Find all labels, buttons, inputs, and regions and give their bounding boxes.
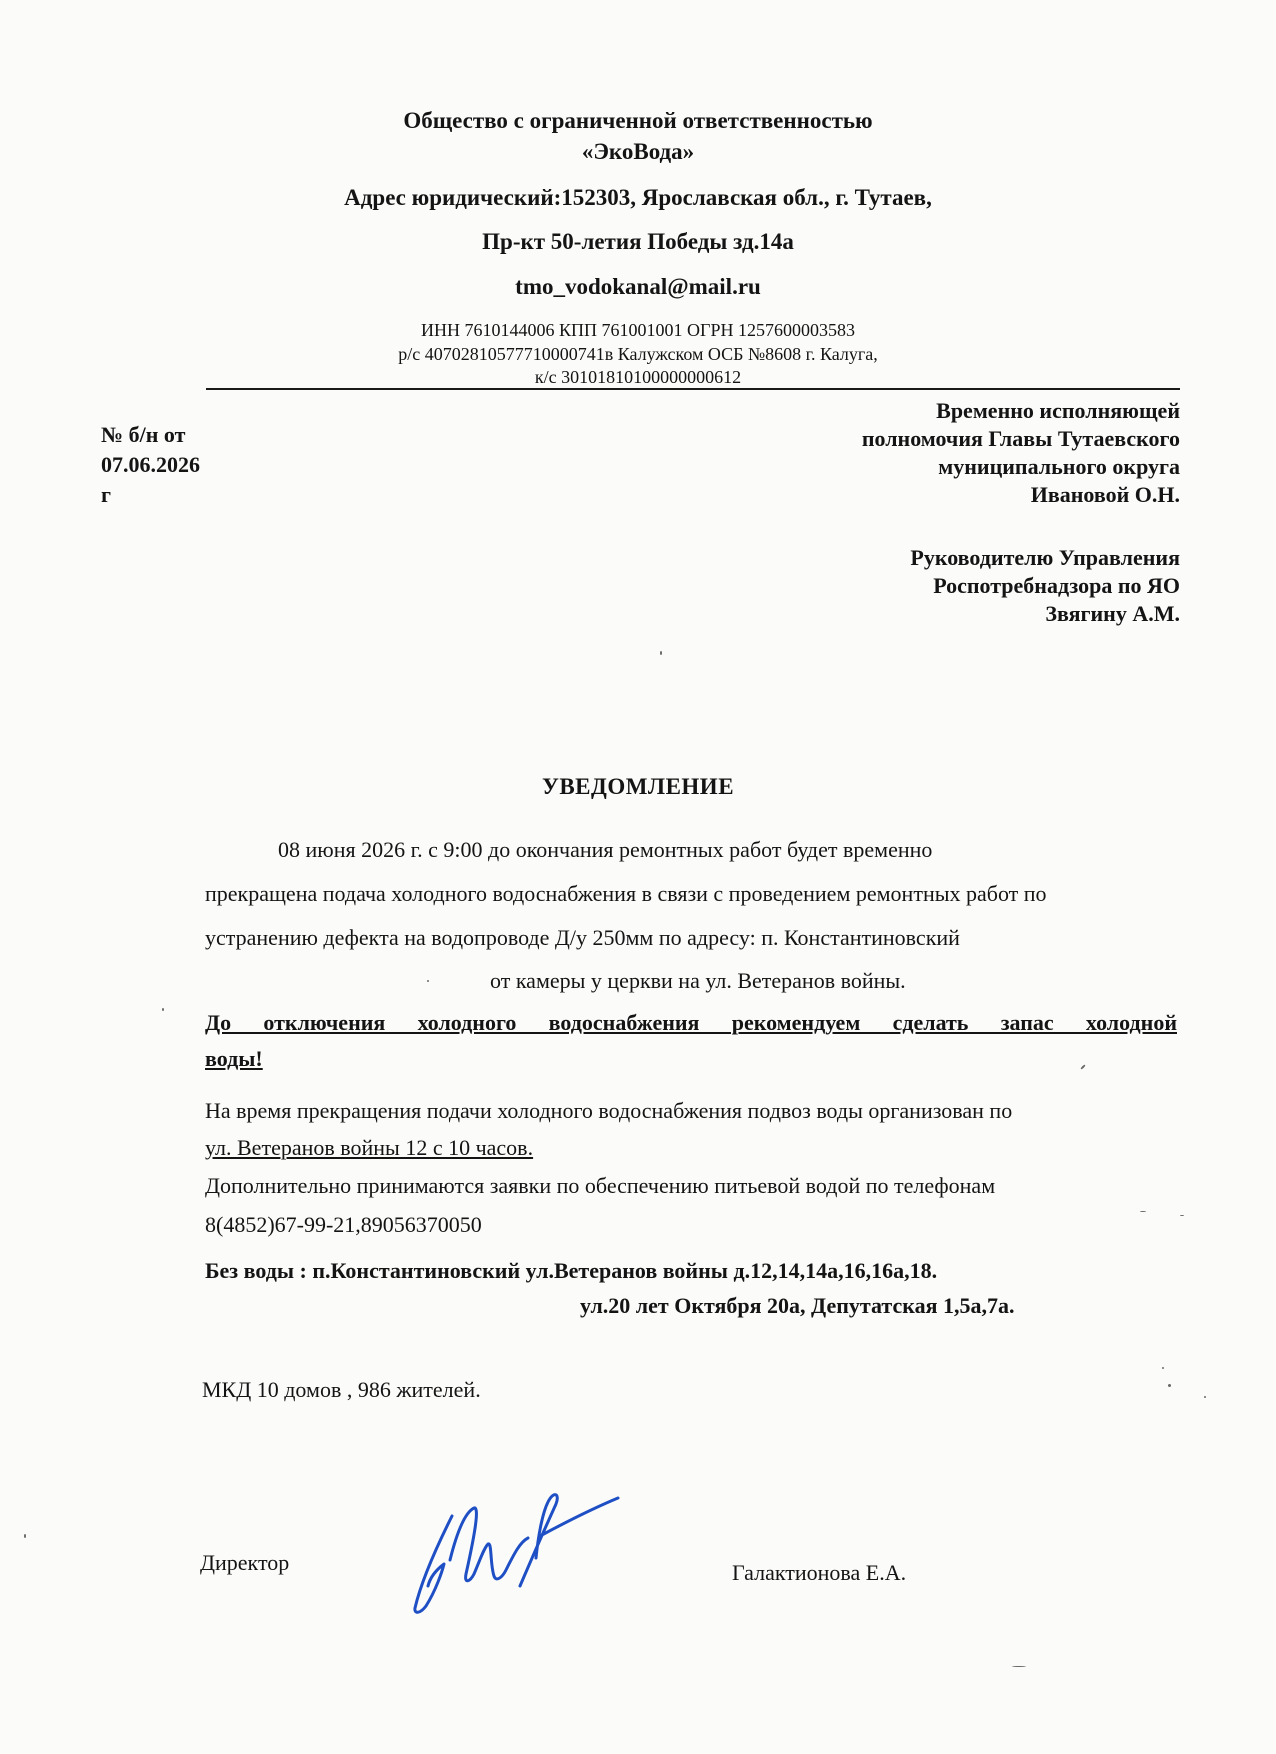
requisites-line1: ИНН 7610144006 КПП 761001001 ОГРН 1257600003583 <box>421 320 855 340</box>
delivery-line2: ул. Ветеранов войны 12 с 10 часов. <box>205 1135 534 1160</box>
header-divider <box>206 388 1180 390</box>
addressee1-line2: полномочия Главы Тутаевского <box>861 426 1180 451</box>
mkd-count: МКД 10 домов , 986 жителей. <box>202 1377 481 1402</box>
addressee1-line4: Ивановой О.Н. <box>1030 482 1180 507</box>
addressee1-line3: муниципального округа <box>938 454 1180 479</box>
legal-address-line1: Адрес юридический:152303, Ярославская обл., г. Тутаев, <box>344 185 932 210</box>
org-name-line1: Общество с ограниченной ответственностью <box>403 108 873 133</box>
delivery-line1: На время прекращения подачи холодного водоснабжения подвоз воды организован по <box>205 1098 1013 1123</box>
outgoing-number-line3: г <box>101 482 111 507</box>
addressee-head-of-district <box>862 397 1180 509</box>
notice-p1-line4: от камеры у церкви на ул. Ветеранов войны. <box>490 968 906 993</box>
outgoing-number-line1: № б/н от <box>101 422 186 447</box>
no-water-line1: Без воды : п.Константиновский ул.Ветеранов войны д.12,14,14а,16,16а,18. <box>205 1258 938 1283</box>
outgoing-date: 07.06.2026 <box>101 452 200 477</box>
phones-line1: Дополнительно принимаются заявки по обеспечению питьевой водой по телефонам <box>205 1173 996 1198</box>
notice-p1-line3: устранению дефекта на водопроводе Д/у 250мм по адресу: п. Константиновский <box>205 925 960 950</box>
signatory-name: Галактионова Е.А. <box>732 1560 907 1585</box>
org-name-line2: «ЭкоВода» <box>581 139 695 164</box>
addressee-rospotrebnadzor <box>910 544 1180 628</box>
requisites-line2: р/с 40702810577710000741в Калужском ОСБ №8608 г. Калуга, <box>398 344 878 364</box>
org-email: tmo_vodokanal@mail.ru <box>515 274 761 299</box>
signatory-position: Директор <box>200 1550 290 1575</box>
addressee1-line1: Временно исполняющей <box>936 398 1180 423</box>
director-signature <box>370 1468 630 1628</box>
notice-p1-line1: 08 июня 2026 г. с 9:00 до окончания ремонтных работ будет временно <box>278 837 933 862</box>
phones-numbers: 8(4852)67-99-21,89056370050 <box>205 1212 482 1237</box>
warning-line2: воды! <box>205 1046 263 1071</box>
no-water-line2: ул.20 лет Октября 20а, Депутатская 1,5а,7а. <box>580 1293 1015 1318</box>
warning-line1: До отключения холодного водоснабжения рекомендуем сделать запас холодной <box>205 1010 1177 1035</box>
outgoing-number <box>101 420 200 510</box>
addressee2-line3: Звягину А.М. <box>1045 601 1180 626</box>
requisites-line3: к/с 30101810100000000612 <box>534 367 742 387</box>
addressee2-line2: Роспотребнадзора по ЯО <box>933 573 1180 598</box>
addressee2-line1: Руководителю Управления <box>910 545 1180 570</box>
document-title: УВЕДОМЛЕНИЕ <box>541 774 735 799</box>
notice-p1-line2: прекращена подача холодного водоснабжения в связи с проведением ремонтных работ по <box>205 881 1047 906</box>
legal-address-line2: Пр-кт 50-летия Победы зд.14а <box>482 229 794 254</box>
